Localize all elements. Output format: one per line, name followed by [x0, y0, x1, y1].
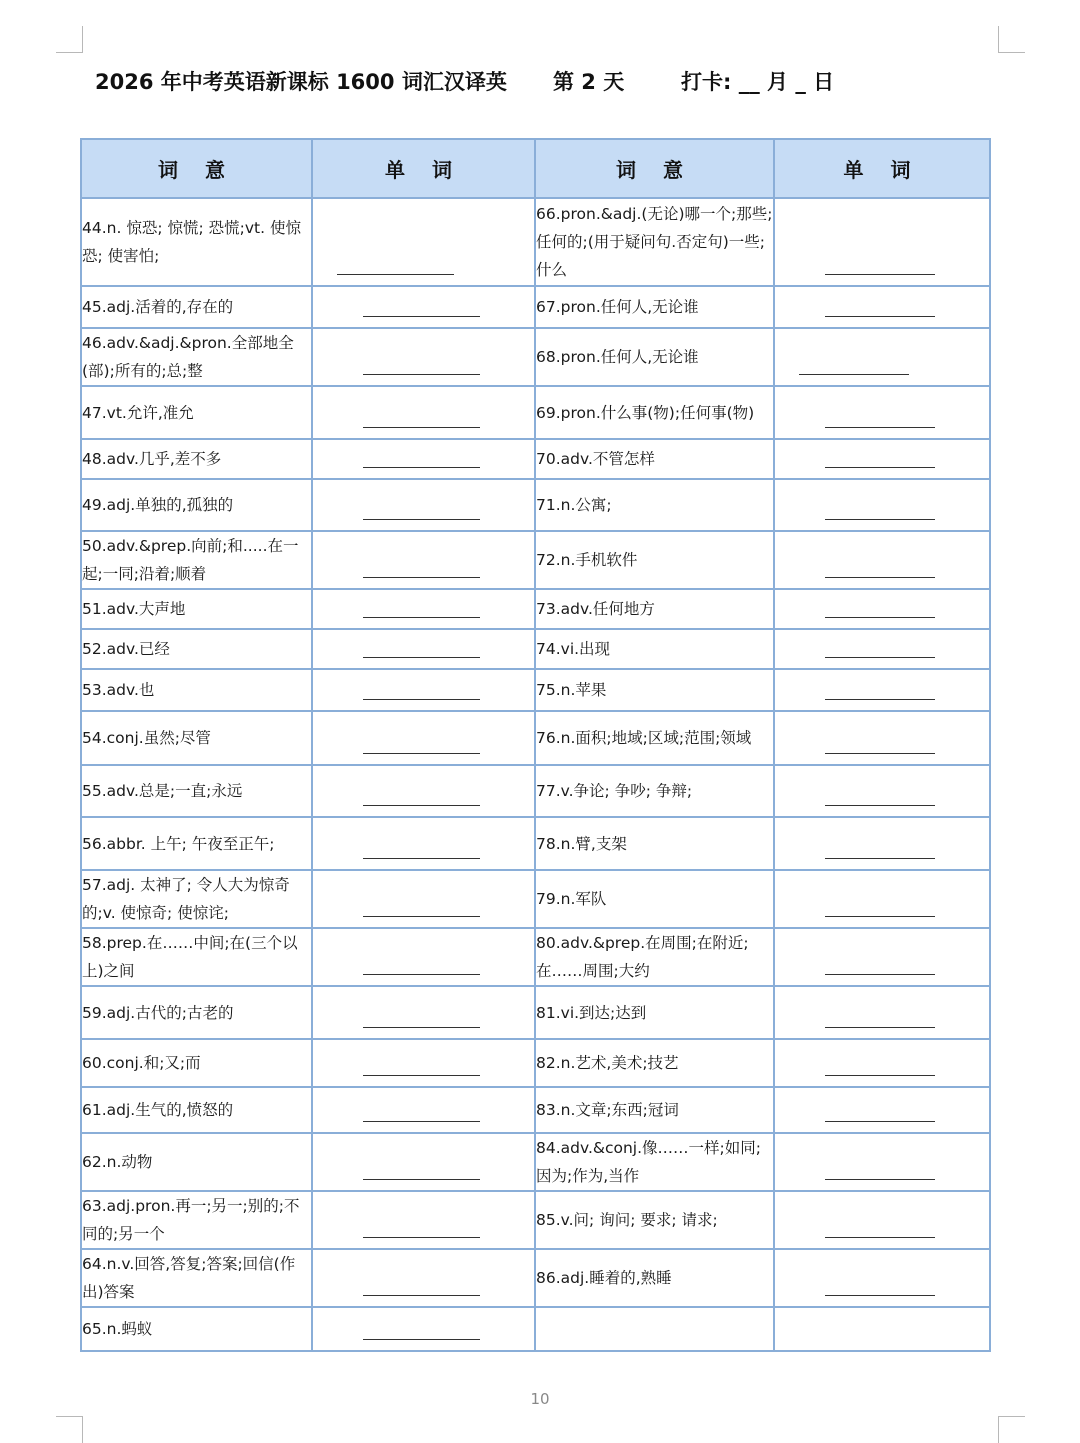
- meaning-cell: 56.abbr. 上午; 午夜至正午;: [81, 817, 312, 870]
- table-row: [81, 1307, 990, 1351]
- answer-blank-line: [825, 858, 935, 859]
- answer-blank-line: [363, 1237, 480, 1238]
- col-header-word-right: 单 词: [774, 139, 990, 198]
- answer-blank-line: [825, 1027, 935, 1028]
- answer-blank-line: [363, 1295, 480, 1296]
- meaning-cell: 58.prep.在……中间;在(三个以上)之间: [81, 928, 312, 986]
- meaning-cell: 65.n.蚂蚁: [81, 1307, 312, 1351]
- meaning-cell: [535, 1307, 774, 1351]
- word-answer-cell[interactable]: [312, 1039, 535, 1087]
- meaning-cell: 82.n.艺术,美术;技艺: [535, 1039, 774, 1087]
- meaning-cell: 66.pron.&adj.(无论)哪一个;那些;任何的;(用于疑问句.否定句)一些;什么: [535, 198, 774, 286]
- word-answer-cell[interactable]: [312, 928, 535, 986]
- table-row: [81, 711, 990, 765]
- table-row: [81, 669, 990, 711]
- answer-blank-line: [363, 1027, 480, 1028]
- col-header-meaning-right: 词 意: [535, 139, 774, 198]
- word-answer-cell[interactable]: [774, 1249, 990, 1307]
- meaning-cell: 61.adj.生气的,愤怒的: [81, 1087, 312, 1133]
- answer-blank-line: [337, 274, 454, 275]
- meaning-cell: 69.pron.什么事(物);任何事(物): [535, 386, 774, 439]
- meaning-cell: 85.v.问; 询问; 要求; 请求;: [535, 1191, 774, 1249]
- table-row: [81, 479, 990, 531]
- meaning-cell: 81.vi.到达;达到: [535, 986, 774, 1039]
- answer-blank-line: [825, 577, 935, 578]
- table-row: [81, 589, 990, 629]
- meaning-cell: 53.adv.也: [81, 669, 312, 711]
- meaning-cell: 64.n.v.回答,答复;答案;回信(作出)答案: [81, 1249, 312, 1307]
- col-header-word-left: 单 词: [312, 139, 535, 198]
- crop-mark-bottom-left: [56, 1416, 83, 1443]
- answer-blank-line: [363, 753, 480, 754]
- word-answer-cell[interactable]: [774, 286, 990, 328]
- meaning-cell: 71.n.公寓;: [535, 479, 774, 531]
- table-row: [81, 386, 990, 439]
- table-row: [81, 1087, 990, 1133]
- answer-blank-line: [799, 374, 909, 375]
- answer-blank-line: [363, 805, 480, 806]
- crop-mark-top-left: [56, 26, 83, 53]
- meaning-cell: 68.pron.任何人,无论谁: [535, 328, 774, 386]
- word-answer-cell[interactable]: [312, 439, 535, 479]
- answer-blank-line: [825, 1121, 935, 1122]
- answer-blank-line: [363, 1121, 480, 1122]
- meaning-cell: 57.adj. 太神了; 令人大为惊奇的;v. 使惊奇; 使惊诧;: [81, 870, 312, 928]
- answer-blank-line: [825, 427, 935, 428]
- word-answer-cell[interactable]: [774, 765, 990, 817]
- crop-mark-bottom-right: [998, 1416, 1025, 1443]
- table-row: [81, 286, 990, 328]
- word-answer-cell[interactable]: [312, 1249, 535, 1307]
- answer-blank-line: [363, 1339, 480, 1340]
- word-answer-cell[interactable]: [774, 870, 990, 928]
- word-answer-cell: [774, 1307, 990, 1351]
- meaning-cell: 70.adv.不管怎样: [535, 439, 774, 479]
- meaning-cell: 77.v.争论; 争吵; 争辩;: [535, 765, 774, 817]
- word-answer-cell[interactable]: [312, 386, 535, 439]
- answer-blank-line: [363, 577, 480, 578]
- page-number: 10: [530, 1390, 550, 1408]
- answer-blank-line: [825, 316, 935, 317]
- meaning-cell: 67.pron.任何人,无论谁: [535, 286, 774, 328]
- word-answer-cell[interactable]: [774, 1087, 990, 1133]
- answer-blank-line: [825, 657, 935, 658]
- checkin-label: 打卡: __ 月 _ 日: [681, 70, 835, 94]
- answer-blank-line: [825, 699, 935, 700]
- answer-blank-line: [363, 699, 480, 700]
- word-answer-cell[interactable]: [774, 669, 990, 711]
- table-row: [81, 1191, 990, 1249]
- answer-blank-line: [363, 858, 480, 859]
- meaning-cell: 59.adj.古代的;古老的: [81, 986, 312, 1039]
- answer-blank-line: [825, 753, 935, 754]
- word-answer-cell[interactable]: [312, 531, 535, 589]
- meaning-cell: 75.n.苹果: [535, 669, 774, 711]
- word-answer-cell[interactable]: [312, 986, 535, 1039]
- meaning-cell: 52.adv.已经: [81, 629, 312, 669]
- table-row: [81, 1249, 990, 1307]
- answer-blank-line: [825, 617, 935, 618]
- answer-blank-line: [363, 916, 480, 917]
- table-row: [81, 198, 990, 286]
- answer-blank-line: [363, 1179, 480, 1180]
- word-answer-cell[interactable]: [312, 1191, 535, 1249]
- word-answer-cell[interactable]: [312, 286, 535, 328]
- meaning-cell: 84.adv.&conj.像……一样;如同;因为;作为,当作: [535, 1133, 774, 1191]
- meaning-cell: 60.conj.和;又;而: [81, 1039, 312, 1087]
- word-answer-cell[interactable]: [312, 870, 535, 928]
- meaning-cell: 80.adv.&prep.在周围;在附近;在……周围;大约: [535, 928, 774, 986]
- word-answer-cell[interactable]: [312, 1307, 535, 1351]
- answer-blank-line: [825, 1179, 935, 1180]
- answer-blank-line: [825, 519, 935, 520]
- word-answer-cell[interactable]: [312, 198, 535, 286]
- word-answer-cell[interactable]: [774, 928, 990, 986]
- meaning-cell: 62.n.动物: [81, 1133, 312, 1191]
- answer-blank-line: [363, 1075, 480, 1076]
- word-answer-cell[interactable]: [774, 198, 990, 286]
- word-answer-cell[interactable]: [312, 765, 535, 817]
- crop-mark-top-right: [998, 26, 1025, 53]
- meaning-cell: 83.n.文章;东西;冠词: [535, 1087, 774, 1133]
- meaning-cell: 50.adv.&prep.向前;和.....在一起;一同;沿着;顺着: [81, 531, 312, 589]
- word-answer-cell[interactable]: [774, 986, 990, 1039]
- word-answer-cell[interactable]: [312, 1087, 535, 1133]
- answer-blank-line: [825, 805, 935, 806]
- table-row: [81, 531, 990, 589]
- meaning-cell: 86.adj.睡着的,熟睡: [535, 1249, 774, 1307]
- word-answer-cell[interactable]: [312, 817, 535, 870]
- vocab-table: [80, 138, 991, 1352]
- answer-blank-line: [363, 519, 480, 520]
- word-answer-cell[interactable]: [774, 589, 990, 629]
- table-row: [81, 1039, 990, 1087]
- answer-blank-line: [363, 974, 480, 975]
- meaning-cell: 46.adv.&adj.&pron.全部地全(部);所有的;总;整: [81, 328, 312, 386]
- word-answer-cell[interactable]: [774, 1133, 990, 1191]
- answer-blank-line: [363, 657, 480, 658]
- meaning-cell: 55.adv.总是;一直;永远: [81, 765, 312, 817]
- table-row: [81, 765, 990, 817]
- word-answer-cell[interactable]: [774, 711, 990, 765]
- answer-blank-line: [363, 316, 480, 317]
- word-answer-cell[interactable]: [774, 817, 990, 870]
- answer-blank-line: [825, 1237, 935, 1238]
- word-answer-cell[interactable]: [774, 531, 990, 589]
- table-row: [81, 817, 990, 870]
- table-header-row: [81, 139, 990, 198]
- word-answer-cell[interactable]: [774, 479, 990, 531]
- word-answer-cell[interactable]: [312, 1133, 535, 1191]
- day-label: 第 2 天: [553, 70, 625, 94]
- answer-blank-line: [825, 916, 935, 917]
- word-answer-cell[interactable]: [312, 711, 535, 765]
- meaning-cell: 44.n. 惊恐; 惊慌; 恐慌;vt. 使惊恐; 使害怕;: [81, 198, 312, 286]
- table-row: [81, 328, 990, 386]
- answer-blank-line: [363, 467, 480, 468]
- col-header-meaning-left: 词 意: [81, 139, 312, 198]
- answer-blank-line: [825, 974, 935, 975]
- answer-blank-line: [363, 374, 480, 375]
- table-row: [81, 928, 990, 986]
- word-answer-cell[interactable]: [774, 439, 990, 479]
- table-row: [81, 870, 990, 928]
- answer-blank-line: [825, 1075, 935, 1076]
- word-answer-cell[interactable]: [312, 589, 535, 629]
- word-answer-cell[interactable]: [774, 629, 990, 669]
- meaning-cell: 45.adj.活着的,存在的: [81, 286, 312, 328]
- meaning-cell: 54.conj.虽然;尽管: [81, 711, 312, 765]
- table-row: [81, 986, 990, 1039]
- table-row: [81, 629, 990, 669]
- answer-blank-line: [363, 617, 480, 618]
- word-answer-cell[interactable]: [774, 328, 990, 386]
- word-answer-cell[interactable]: [774, 386, 990, 439]
- word-answer-cell[interactable]: [312, 629, 535, 669]
- page-title: 2026 年中考英语新课标 1600 词汇汉译英: [95, 70, 507, 94]
- word-answer-cell[interactable]: [312, 328, 535, 386]
- meaning-cell: 49.adj.单独的,孤独的: [81, 479, 312, 531]
- answer-blank-line: [825, 1295, 935, 1296]
- meaning-cell: 63.adj.pron.再一;另一;别的;不同的;另一个: [81, 1191, 312, 1249]
- meaning-cell: 48.adv.几乎,差不多: [81, 439, 312, 479]
- answer-blank-line: [825, 467, 935, 468]
- answer-blank-line: [363, 427, 480, 428]
- meaning-cell: 78.n.臂,支架: [535, 817, 774, 870]
- meaning-cell: 79.n.军队: [535, 870, 774, 928]
- answer-blank-line: [825, 274, 935, 275]
- meaning-cell: 76.n.面积;地域;区域;范围;领域: [535, 711, 774, 765]
- meaning-cell: 73.adv.任何地方: [535, 589, 774, 629]
- meaning-cell: 72.n.手机软件: [535, 531, 774, 589]
- table-row: [81, 1133, 990, 1191]
- word-answer-cell[interactable]: [774, 1191, 990, 1249]
- meaning-cell: 74.vi.出现: [535, 629, 774, 669]
- meaning-cell: 51.adv.大声地: [81, 589, 312, 629]
- word-answer-cell[interactable]: [774, 1039, 990, 1087]
- meaning-cell: 47.vt.允许,准允: [81, 386, 312, 439]
- word-answer-cell[interactable]: [312, 479, 535, 531]
- word-answer-cell[interactable]: [312, 669, 535, 711]
- table-row: [81, 439, 990, 479]
